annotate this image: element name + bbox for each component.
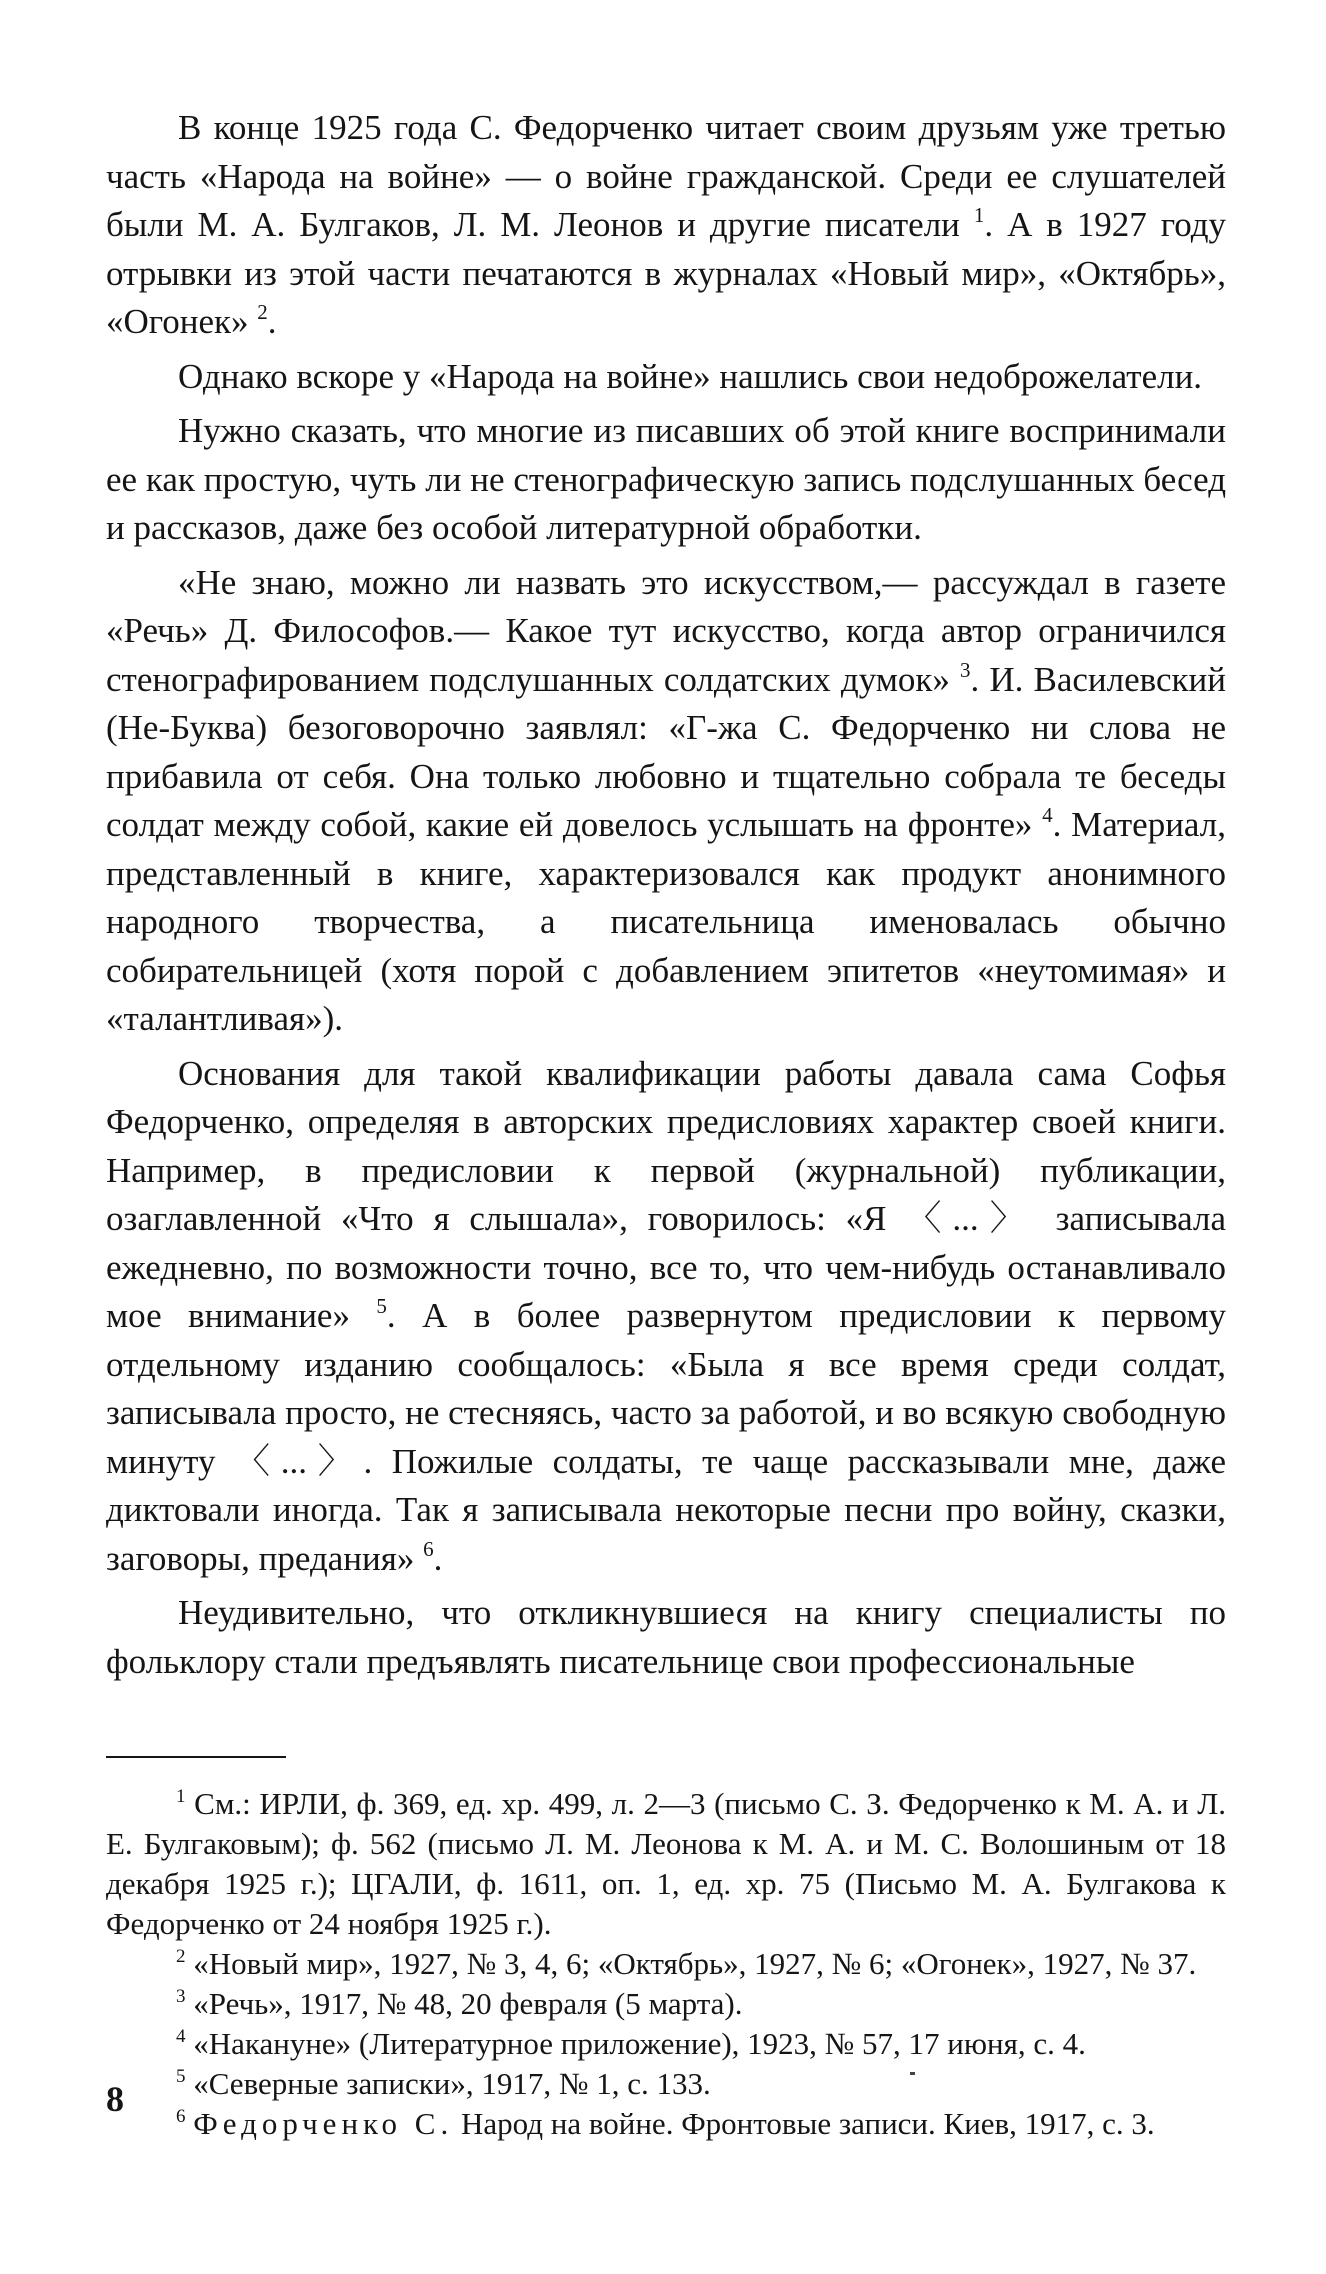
- footnote-1: [106, 1784, 1226, 1944]
- paragraph-3: Нужно сказать, что многие из писавших об этой книге воспринимали ее как простую, чуть ли не стенографическую запись подслушанных бесед и рассказов, даже без особой литературной обработки.: [106, 411, 1226, 547]
- footnote-number: 2: [176, 1946, 186, 1967]
- footnote-6: [106, 2104, 1226, 2144]
- footnote-ref-4: 4: [1042, 803, 1053, 827]
- footnote-author: Федорченко С.: [193, 2106, 454, 2141]
- paragraph-1: [106, 104, 1226, 347]
- footnote-5: [106, 2064, 1226, 2104]
- footnote-number: 5: [176, 2066, 186, 2087]
- footnote-text: «Северные записки», 1917, № 1, с. 133.: [193, 2066, 711, 2101]
- footnote-4: [106, 2024, 1226, 2064]
- footnote-3: [106, 1984, 1226, 2024]
- paragraph-1-text-c: .: [267, 302, 277, 341]
- footnote-ref-3: 3: [960, 657, 971, 682]
- paragraph-5: [106, 1050, 1226, 1584]
- footnote-number: 4: [176, 2026, 186, 2047]
- footnote-ref-2: 2: [257, 300, 268, 324]
- main-text: [106, 104, 1226, 1686]
- footnote-ref-1: 1: [973, 203, 985, 227]
- footnote-number: 6: [176, 2106, 186, 2127]
- paragraph-5-text-a: Основания для такой квалификации работы давала сама Софья Федорченко, определяя в авторских предисловиях характер своей книги. Например, в предисловии к первой (журнальной) публикации, озаглавленной «Что я слышала», говорилось: «Я 〈...〉 записывала ежедневно, по возможности точно, все то, что чем-нибудь останавливало мое внимание»: [106, 1053, 1226, 1335]
- paragraph-6: Неудивительно, что откликнувшиеся на книгу специалисты по фольклору стали предъявлять писательнице свои профессиональные: [106, 1593, 1226, 1681]
- page-number: 8: [106, 2079, 124, 2119]
- footnote-number: 1: [176, 1786, 186, 1807]
- footnotes: [106, 1784, 1226, 2144]
- paragraph-4-text-c: . Материал, представленный в книге, характеризовался как продукт анонимного народного творчества, а писательница именовалась обычно собирательницей (хотя порой с добавлением эпитетов «неутомимая» и «талантливая»).: [106, 805, 1226, 1038]
- paragraph-5-text-b: . А в более развернутом предисловии к первому отдельному изданию сообщалось: «Была я все время среди солдат, записывала просто, не стесняясь, часто за работой, и во всякую свободную минуту 〈...〉. Пожилые солдаты, те чаще рассказывали мне, даже диктовали иногда. Так я записывала некоторые песни про войну, сказки, заговоры, предания»: [106, 1296, 1226, 1578]
- footnote-text: См.: ИРЛИ, ф. 369, ед. хр. 499, л. 2—3 (письмо С. З. Федорченко к М. А. и Л. Е. Булгаковым); ф. 562 (письмо Л. М. Леонова к М. А. и М. С. Волошиным от 18 декабря 1925 г.); ЦГАЛИ, ф. 1611, оп. 1, ед. хр. 75 (Письмо М. А. Булгакова к Федорченко от 24 ноября 1925 г.).: [106, 1786, 1227, 1941]
- footnote-2: [106, 1944, 1226, 1984]
- print-speck: [910, 2072, 915, 2075]
- paragraph-1-text-a: В конце 1925 года С. Федорченко читает своим друзьям уже третью часть «Народа на войне» — о войне гражданской. Среди ее слушателей были М. А. Булгаков, Л. М. Леонов и другие писатели: [106, 108, 1226, 244]
- footnote-text: «Речь», 1917, № 48, 20 февраля (5 марта).: [193, 1986, 743, 2021]
- paragraph-4-text-b: . И. Василевский (Не-Буква) безоговорочно заявлял: «Г-жа С. Федорченко ни слова не прибавила от себя. Она только любовно и тщательно собрала те беседы солдат между собой, какие ей довелось услышать на фронте»: [106, 659, 1226, 844]
- paragraph-4: [106, 559, 1226, 1044]
- paragraph-1-text-b: . А в 1927 году отрывки из этой части печатаются в журналах «Новый мир», «Октябрь», «Огонек»: [106, 205, 1227, 341]
- footnote-ref-6: 6: [423, 1536, 434, 1561]
- footnote-ref-5: 5: [376, 1294, 387, 1318]
- paragraph-2: Однако вскоре у «Народа на войне» нашлись свои недоброжелатели.: [178, 356, 1203, 396]
- footnote-text: «Накануне» (Литературное приложение), 1923, № 57, 17 июня, с. 4.: [193, 2026, 1086, 2061]
- footnote-text: «Новый мир», 1927, № 3, 4, 6; «Октябрь», 1927, № 6; «Огонек», 1927, № 37.: [193, 1946, 1197, 1981]
- footnote-number: 3: [176, 1986, 186, 2007]
- paragraph-5-text-c: .: [433, 1538, 443, 1578]
- page: [106, 104, 1226, 2144]
- footnote-text: Народ на войне. Фронтовые записи. Киев, 1917, с. 3.: [453, 2106, 1155, 2141]
- paragraph-4-text-a: «Не знаю, можно ли назвать это искусством,— рассуждал в газете «Речь» Д. Философов.— Какое тут искусство, когда автор ограничился стенографированием подслушанных солдатских думок»: [106, 562, 1226, 699]
- footnote-divider: [106, 1756, 286, 1758]
